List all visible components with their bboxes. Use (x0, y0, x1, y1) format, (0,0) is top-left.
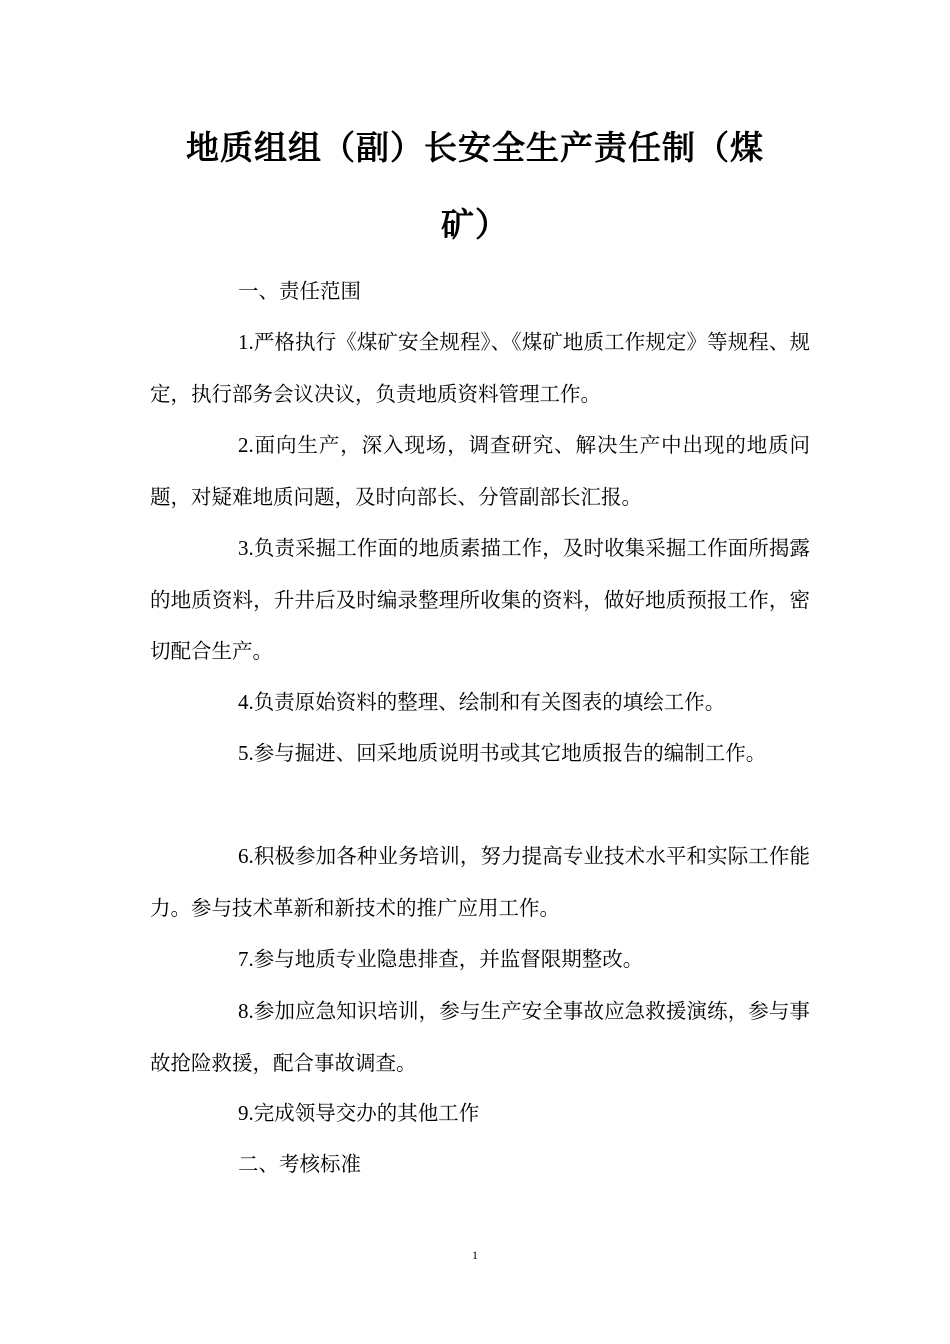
item-text: 完成领导交办的其他工作 (253, 1101, 480, 1125)
item-number: 7. (238, 947, 254, 971)
section-heading-responsibility-scope: 一、责任范围 (238, 279, 361, 303)
list-item (150, 523, 810, 678)
document-title-line-1: 地质组组（副）长安全生产责任制（煤 (186, 128, 764, 167)
item-text: 参与掘进、回采地质说明书或其它地质报告的编制工作。 (253, 741, 767, 765)
item-number: 1. (238, 330, 254, 354)
section-heading-assessment-standard: 二、考核标准 (238, 1152, 361, 1176)
item-number: 8. (238, 999, 254, 1023)
item-text: 积极参加各种业务培训，努力提高专业技术水平和实际工作能力。参与技术革新和新技术的推广应用工作。 (150, 844, 810, 920)
item-text: 负责原始资料的整理、绘制和有关图表的填绘工作。 (253, 690, 726, 714)
item-text: 负责采掘工作面的地质素描工作，及时收集采掘工作面所揭露的地质资料，升井后及时编录整理所收集的资料，做好地质预报工作，密切配合生产。 (150, 536, 810, 663)
item-number: 6. (238, 844, 254, 868)
list-item (150, 934, 810, 986)
document-title-line-2: 矿） (441, 205, 509, 244)
list-item (150, 1088, 810, 1140)
item-text: 面向生产，深入现场，调查研究、解决生产中出现的地质问题，对疑难地质问题，及时向部长、分管副部长汇报。 (150, 433, 810, 509)
item-text: 严格执行《煤矿安全规程》、《煤矿地质工作规定》等规程、规定，执行部务会议决议，负责地质资料管理工作。 (150, 330, 810, 406)
item-number: 9. (238, 1101, 254, 1125)
item-number: 5. (238, 741, 254, 765)
list-item (150, 831, 810, 934)
item-number: 4. (238, 690, 254, 714)
list-item (150, 986, 810, 1089)
list-item (150, 317, 810, 420)
list-item (150, 728, 810, 780)
item-number: 3. (238, 536, 254, 560)
list-item (150, 420, 810, 523)
list-item (150, 677, 810, 729)
item-number: 2. (238, 433, 254, 457)
item-text: 参与地质专业隐患排查，并监督限期整改。 (253, 947, 644, 971)
item-text: 参加应急知识培训，参与生产安全事故应急救援演练，参与事故抢险救援，配合事故调查。 (150, 999, 810, 1075)
page-number: 1 (472, 1248, 478, 1262)
